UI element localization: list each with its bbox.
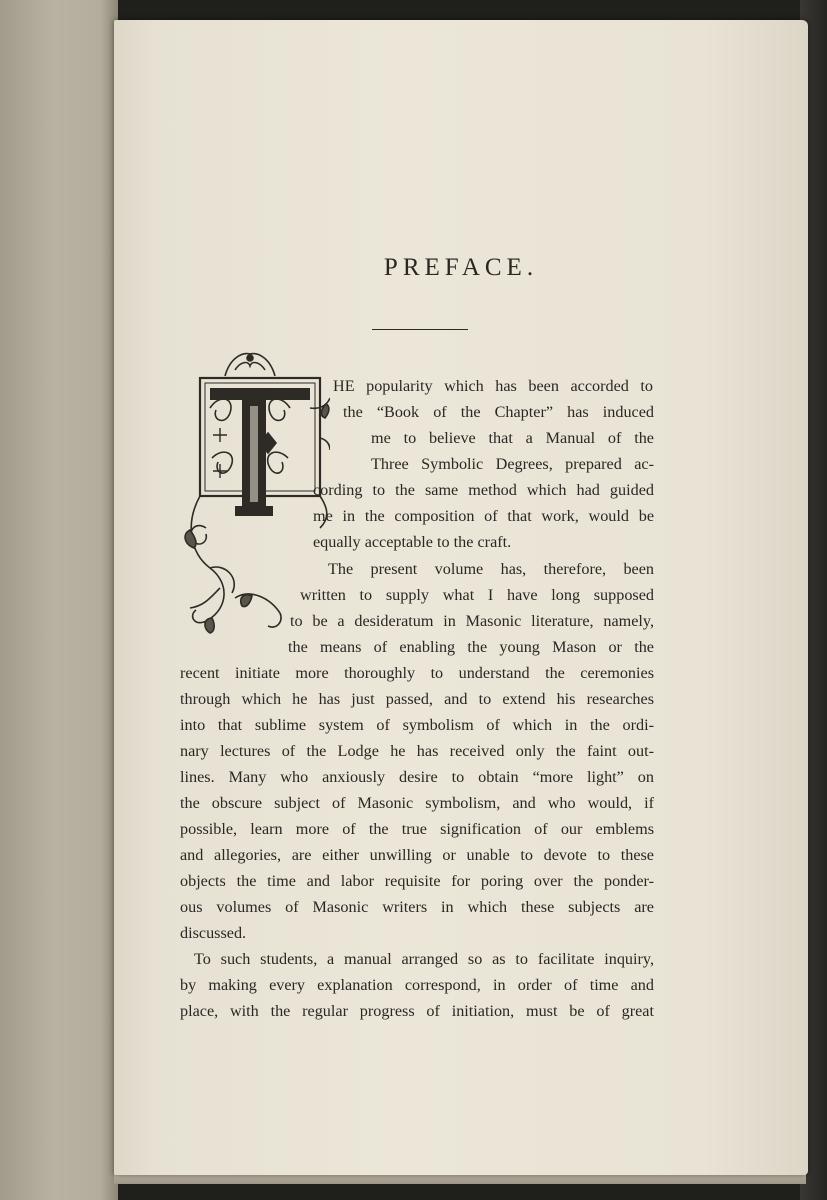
text-line: nary lectures of the Lodge he has received only the faint out-: [180, 742, 654, 760]
facing-page-edge: [0, 0, 118, 1200]
text-line: recent initiate more thoroughly to understand the ceremonies: [180, 664, 654, 682]
text-line: place, with the regular progress of initiation, must be of great: [180, 1002, 654, 1020]
text-line: to be a desideratum in Masonic literature, namely,: [290, 612, 654, 630]
text-line: The present volume has, therefore, been: [328, 560, 654, 578]
title-rule: [372, 329, 468, 330]
text-line: HE popularity which has been accorded to: [333, 377, 653, 395]
text-line: equally acceptable to the craft.: [313, 533, 512, 551]
text-line: Three Symbolic Degrees, prepared ac-: [371, 455, 654, 473]
text-line: me in the composition of that work, would be: [313, 507, 654, 525]
page-title: PREFACE.: [383, 254, 539, 281]
text-line: To such students, a manual arranged so as to facilitate inquiry,: [194, 950, 654, 968]
text-line: discussed.: [180, 924, 247, 942]
text-line: into that sublime system of symbolism of which in the ordi-: [180, 716, 654, 734]
text-line: ous volumes of Masonic writers in which these subjects are: [180, 898, 654, 916]
text-line: lines. Many who anxiously desire to obtain “more light” on: [180, 768, 654, 786]
text-line: me to believe that a Manual of the: [371, 429, 654, 447]
text-line: the obscure subject of Masonic symbolism, and who would, if: [180, 794, 654, 812]
text-line: possible, learn more of the true signification of our emblems: [180, 820, 654, 838]
text-line: the means of enabling the young Mason or the: [288, 638, 654, 656]
text-line: written to supply what I have long supposed: [300, 586, 654, 604]
text-line: cording to the same method which had guided: [313, 481, 654, 499]
text-line: by making every explanation correspond, in order of time and: [180, 976, 654, 994]
text-line: the “Book of the Chapter” has induced: [343, 403, 654, 421]
text-line: and allegories, are either unwilling or unable to devote to these: [180, 846, 654, 864]
text-line: through which he has just passed, and to extend his researches: [180, 690, 654, 708]
text-line: objects the time and labor requisite for poring over the ponder-: [180, 872, 654, 890]
